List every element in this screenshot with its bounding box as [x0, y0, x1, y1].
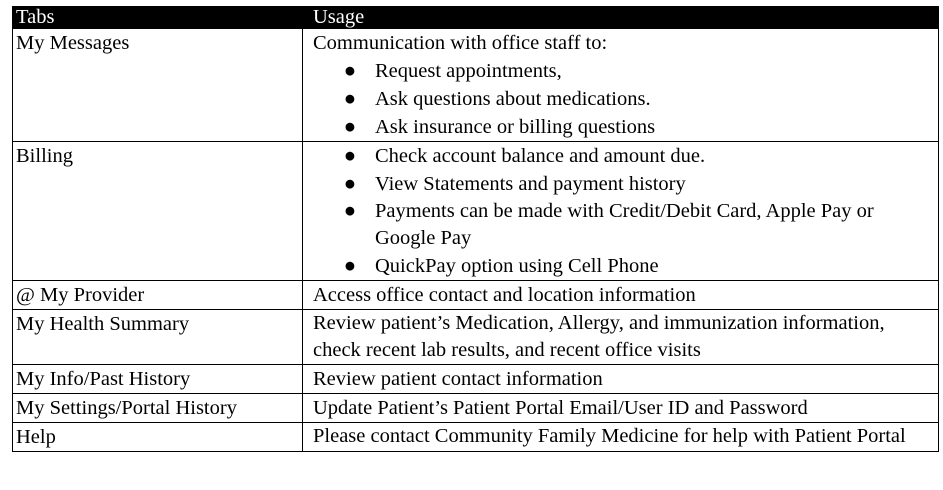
bullet-icon: ● [343, 60, 357, 82]
usage-cell: Review patient contact information [303, 365, 939, 394]
bullet-list [313, 142, 936, 280]
table-row [13, 29, 939, 142]
table-row [13, 142, 939, 281]
tab-cell: My Health Summary [13, 310, 303, 365]
table-row [13, 281, 939, 310]
usage-cell [303, 29, 939, 142]
list-item-text: Ask insurance or billing questions [375, 116, 656, 138]
table-row [13, 394, 939, 423]
table-row [13, 423, 939, 452]
list-item-text: Ask questions about medications. [375, 88, 651, 110]
list-item [313, 170, 936, 198]
usage-cell: Review patient’s Medication, Allergy, and immunization information, check recent lab results, and recent office visits [303, 310, 939, 365]
bullet-icon: ● [343, 88, 357, 110]
list-item-text: View Statements and payment history [375, 173, 686, 195]
list-item-text: Request appointments, [375, 60, 562, 82]
list-item [313, 252, 936, 280]
usage-text: Communication with office staff to: [313, 32, 608, 54]
bullet-icon: ● [343, 145, 357, 167]
tabs-usage-table [12, 6, 939, 452]
header-row [13, 7, 939, 29]
header-usage: Usage [303, 7, 939, 29]
usage-cell: Access office contact and location information [303, 281, 939, 310]
list-item-text: Check account balance and amount due. [375, 145, 706, 167]
bullet-icon: ● [343, 200, 357, 222]
list-item [313, 198, 936, 252]
tab-cell: Help [13, 423, 303, 452]
usage-cell [303, 142, 939, 281]
list-item-text: Payments can be made with Credit/Debit Card, Apple Pay or Google Pay [375, 200, 874, 249]
tab-cell: My Info/Past History [13, 365, 303, 394]
tab-cell: @ My Provider [13, 281, 303, 310]
list-item [313, 85, 936, 113]
list-item [313, 113, 936, 141]
bullet-icon: ● [343, 116, 357, 138]
usage-cell: Update Patient’s Patient Portal Email/User ID and Password [303, 394, 939, 423]
bullet-list [313, 57, 936, 141]
list-item [313, 57, 936, 85]
bullet-icon: ● [343, 255, 357, 277]
list-item [313, 142, 936, 170]
tab-cell: Billing [13, 142, 303, 281]
table-row [13, 365, 939, 394]
table-row [13, 310, 939, 365]
list-item-text: QuickPay option using Cell Phone [375, 255, 659, 277]
bullet-icon: ● [343, 173, 357, 195]
tab-cell: My Settings/Portal History [13, 394, 303, 423]
tab-cell: My Messages [13, 29, 303, 142]
usage-cell: Please contact Community Family Medicine for help with Patient Portal [303, 423, 939, 452]
header-tabs: Tabs [13, 7, 303, 29]
